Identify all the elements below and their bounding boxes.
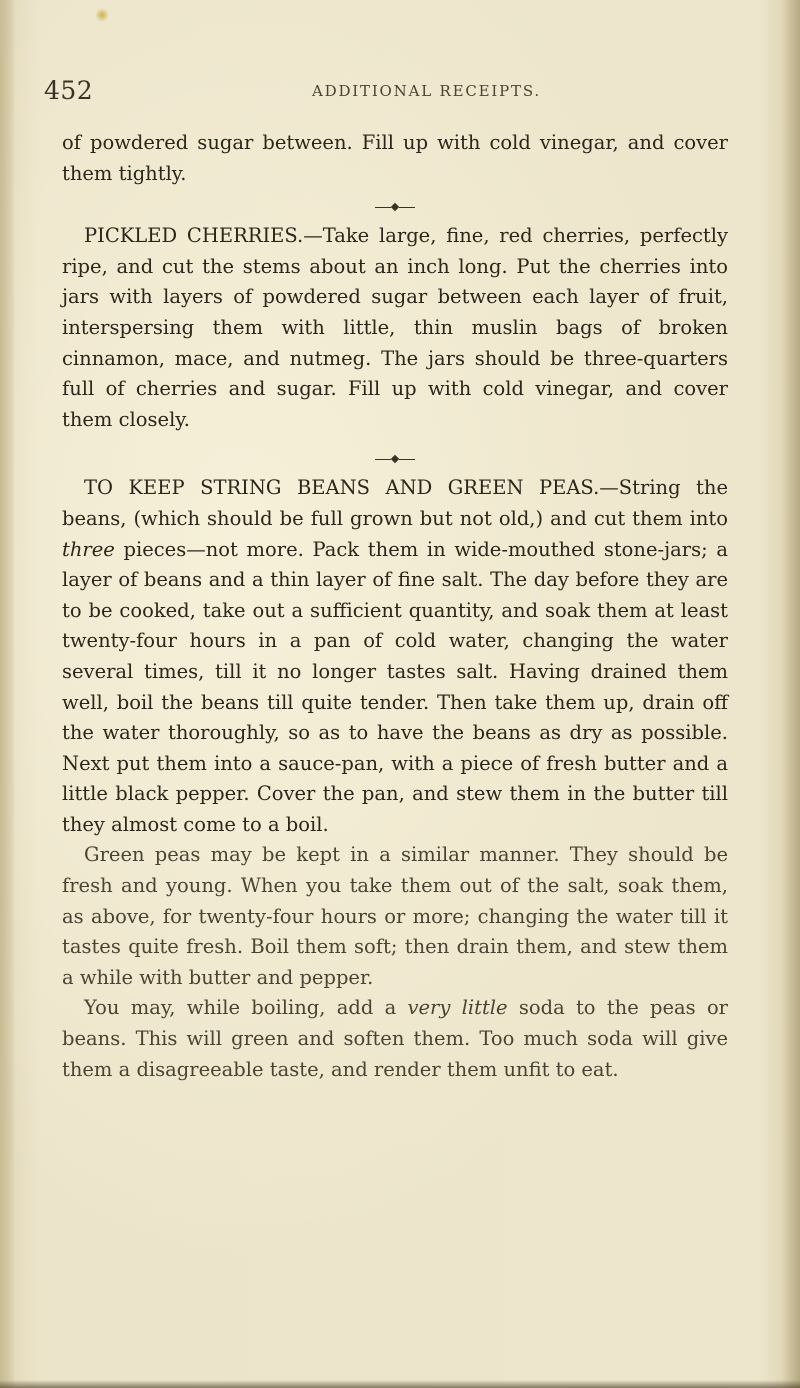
section-divider <box>62 193 728 221</box>
binding-edge <box>0 0 14 1388</box>
divider-line <box>375 207 391 208</box>
note-text: soda to the peas or beans. This will green and soften them. Too much soda will give them a disagreeable taste, and render them unfit to eat. <box>62 996 729 1081</box>
divider-diamond-icon <box>391 455 399 463</box>
running-head <box>44 76 764 110</box>
recipe-title: TO KEEP STRING BEANS AND GREEN PEAS. <box>84 476 600 500</box>
divider-line <box>399 459 415 460</box>
recipe-title: PICKLED CHERRIES. <box>84 224 304 248</box>
string-beans-recipe <box>62 473 728 840</box>
running-title: ADDITIONAL RECEIPTS. <box>312 82 541 100</box>
green-peas-paragraph: Green peas may be kept in a similar manner. They should be fresh and young. When you take them out of the salt, soak them, as above, for twenty-four hours or more; changing the water till it tastes quite fresh. Boil them soft; then drain them, and stew them a while with butter and pepper. <box>62 843 728 989</box>
page-number: 452 <box>44 76 94 105</box>
divider-diamond-icon <box>391 203 399 211</box>
note-text: You may, while boiling, add a <box>84 996 408 1020</box>
recipe-text: —Take large, fine, red cherries, perfectly ripe, and cut the stems about an inch long. Put the cherries into jars with layers of powdered sugar between each layer of fruit, interspersing them with little, thin muslin bags of broken cinnamon, mace, and nutmeg. The jars should be three-quarters full of cherries and sugar. Fill up with cold vinegar, and cover them closely. <box>62 224 728 431</box>
section-divider <box>62 445 728 473</box>
page-edge-shadow <box>782 0 800 1388</box>
soda-note-paragraph <box>62 993 728 1085</box>
pickled-cherries-recipe <box>62 221 728 435</box>
recipe-emphasis: three <box>62 537 115 561</box>
recipe-text: —String the beans, (which should be full grown but not old,) and cut them into <box>62 476 728 530</box>
note-emphasis: very little <box>407 996 508 1020</box>
divider-line <box>399 207 415 208</box>
divider-line <box>375 459 391 460</box>
continuation-paragraph: of powdered sugar between. Fill up with cold vinegar, and cover them tightly. <box>62 131 728 185</box>
paper-stain <box>95 8 109 22</box>
page-bottom-edge <box>0 1380 800 1388</box>
text-block <box>62 128 728 1085</box>
recipe-text: pieces—not more. Pack them in wide-mouthed stone-jars; a layer of beans and a thin layer of fine salt. The day before they are to be cooked, take out a sufficient quantity, and soak them at least twenty-four hours in a pan of cold water, changing the water several times, till it no longer tastes salt. Having drained them well, boil the beans till quite tender. Then take them up, drain off the water thoroughly, so as to have the beans as dry as possible. Next put them into a sauce-pan, with a piece of fresh butter and a little black pepper. Cover the pan, and stew them in the butter till they almost come to a boil. <box>62 537 728 836</box>
